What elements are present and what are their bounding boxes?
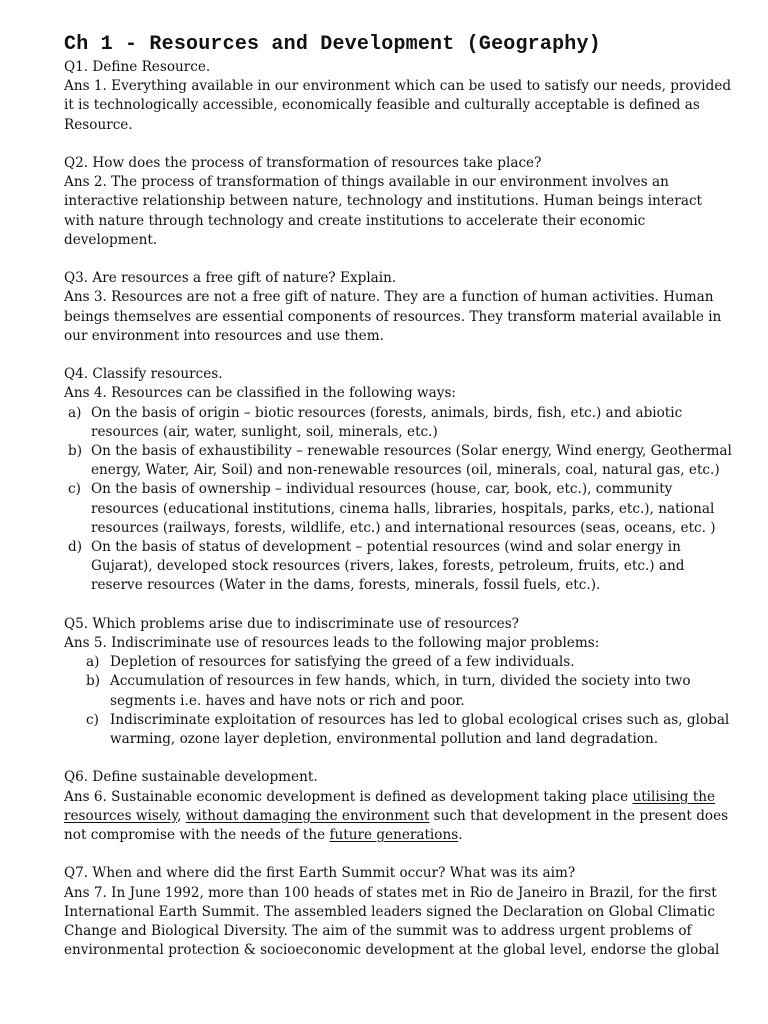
list-item-text: Depletion of resources for satisfying the greed of a few individuals. — [110, 654, 575, 671]
list-item-text: On the basis of exhaustibility – renewable resources (Solar energy, Wind energy, Geothermal energy, Water, Air, Soil) and non-renewable resources (oil, minerals, coal, natural gas, etc.) — [91, 443, 732, 479]
list-item — [64, 538, 736, 596]
list-item — [64, 653, 736, 672]
question-5: Q5. Which problems arise due to indiscriminate use of resources? — [64, 615, 519, 632]
qa-block-3 — [64, 269, 736, 346]
question-6: Q6. Define sustainable development. — [64, 769, 318, 786]
answer-1: Ans 1. Everything available in our environment which can be used to satisfy our needs, provided it is technologically accessible, economically feasible and culturally acceptable is defined as Resource. — [64, 78, 732, 133]
answer-3: Ans 3. Resources are not a free gift of nature. They are a function of human activities. Human beings themselves are essential components of resources. They transform material available in our environment into resources and use them. — [64, 289, 722, 344]
list-item-text: Accumulation of resources in few hands, which, in turn, divided the society into two segments i.e. haves and have nots or rich and poor. — [110, 673, 691, 709]
classification-list — [64, 404, 736, 596]
qa-block-1 — [64, 58, 736, 135]
question-1: Q1. Define Resource. — [64, 59, 211, 75]
question-7: Q7. When and where did the first Earth Summit occur? What was its aim? — [64, 865, 576, 882]
answer-6 — [64, 788, 736, 846]
answer-4-intro: Ans 4. Resources can be classified in the following ways: — [64, 385, 457, 402]
question-2: Q2. How does the process of transformation of resources take place? — [64, 155, 542, 171]
list-item — [64, 442, 736, 480]
list-item-text: On the basis of origin – biotic resources (forests, animals, birds, fish, etc.) and abiotic resources (air, water, sunlight, soil, minerals, etc.) — [91, 404, 683, 440]
list-marker: a) — [86, 654, 100, 671]
list-item-text: On the basis of status of development – potential resources (wind and solar energy in Gujarat), developed stock resources (rivers, lakes, forests, petroleum, fruits, etc.) and reserve resources (Water in the dams, forests, minerals, fossil fuels, etc.). — [91, 539, 685, 594]
list-item — [64, 672, 736, 710]
list-item-text: Indiscriminate exploitation of resources has led to global ecological crises such as, global warming, ozone layer depletion, environmental pollution and land degradation. — [110, 711, 730, 748]
qa-block-2 — [64, 154, 736, 250]
underlined-phrase-environment: without damaging the environment — [185, 807, 430, 824]
answer-7: Ans 7. In June 1992, more than 100 heads of states met in Rio de Janeiro in Brazil, for the first International Earth Summit. The assembled leaders signed the Declaration on Global Climatic Change and Biological Diversity. The aim of the summit was to address urgent problems of environmental protection & socioeconomic development at the global level, endorse the global — [64, 884, 720, 959]
list-item — [64, 711, 736, 749]
list-item-text: On the basis of ownership – individual resources (house, car, book, etc.), community resources (educational institutions, cinema halls, libraries, hospitals, parks, etc.), national resources (railways, forests, wildlife, etc.) and international resources (seas, oceans, etc. ) — [91, 481, 716, 536]
list-marker: c) — [86, 711, 99, 728]
qa-block-7 — [64, 864, 736, 960]
qa-block-5 — [64, 615, 736, 749]
answer-5-intro: Ans 5. Indiscriminate use of resources leads to the following major problems: — [64, 635, 600, 652]
answer-6-text-4: . — [458, 827, 463, 844]
list-marker: a) — [68, 404, 82, 421]
list-item — [64, 404, 736, 442]
underlined-phrase-generations: future generations — [329, 827, 459, 844]
list-marker: d) — [68, 539, 83, 556]
list-marker: c) — [68, 481, 81, 498]
question-3: Q3. Are resources a free gift of nature? Explain. — [64, 270, 397, 287]
answer-6-text-3: such that development in the present does not compromise with the needs of the — [64, 807, 729, 844]
qa-block-6 — [64, 768, 736, 845]
document-page — [64, 33, 736, 980]
answer-2: Ans 2. The process of transformation of things available in our environment involves an interactive relationship between nature, technology and institutions. Human beings interact with nature through technology and create institutions to accelerate their economic development. — [64, 174, 703, 248]
answer-6-text-1: Ans 6. Sustainable economic development is defined as development taking place — [64, 788, 633, 805]
question-4: Q4. Classify resources. — [64, 366, 223, 383]
answer-6-text-2: , — [177, 807, 186, 824]
page-title: Ch 1 - Resources and Development (Geography) — [64, 33, 601, 56]
list-item — [64, 480, 736, 538]
underlined-phrase-resources: utilising the resources wisely — [64, 788, 716, 824]
list-marker: b) — [86, 673, 101, 690]
qa-block-4 — [64, 365, 736, 595]
list-marker: b) — [68, 443, 83, 460]
problems-list — [64, 653, 736, 749]
